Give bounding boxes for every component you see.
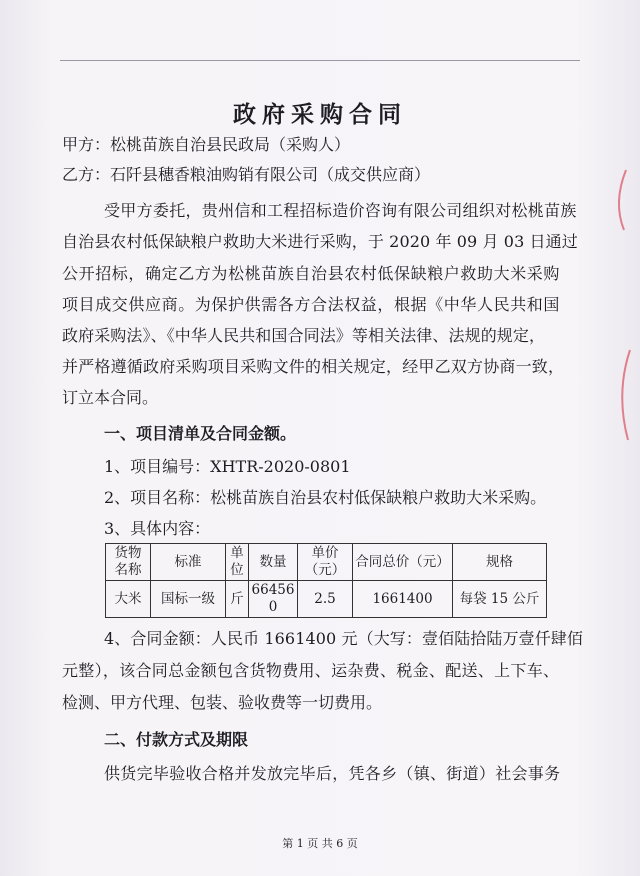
contract-amount-line: 检测、甲方代理、包装、验收费等一切费用。: [62, 693, 383, 712]
table-row: [106, 581, 547, 618]
intro-line: 并严格遵循政府采购项目采购文件的相关规定，经甲乙双方协商一致，: [62, 357, 565, 376]
section-heading-2: 二、付款方式及期限: [104, 730, 249, 749]
cell-total: 1661400: [353, 581, 453, 618]
page-footer: 第 1 页 共 6 页: [282, 837, 358, 850]
header-unit-price: 单价（元）: [298, 544, 353, 581]
party-b: 乙方：石阡县穗香粮油购销有限公司（成交供应商）: [62, 165, 431, 184]
cell-quantity: 664560: [249, 581, 298, 618]
header-rule: [60, 60, 580, 61]
contract-amount-line: 4、合同金额：人民币 1661400 元（大写：壹佰陆拾陆万壹仟肆佰: [104, 629, 584, 648]
intro-line: 订立本合同。: [62, 388, 159, 407]
item-table: [105, 543, 547, 618]
party-a: 甲方：松桃苗族自治县民政局（采购人）: [62, 135, 351, 154]
intro-line: 自治县农村低保缺粮户救助大米进行采购，于 2020 年 09 月 03 日通过: [62, 232, 578, 251]
header-standard: 标准: [151, 544, 226, 581]
details-label: 3、具体内容：: [104, 519, 211, 538]
cell-spec: 每袋 15 公斤: [453, 581, 547, 618]
intro-line: 公开招标，确定乙方为松桃苗族自治县农村低保缺粮户救助大米采购: [62, 264, 561, 283]
section-heading-1: 一、项目清单及合同金额。: [104, 424, 297, 443]
project-name: 2、项目名称：松桃苗族自治县农村低保缺粮户救助大米采购。: [104, 488, 547, 507]
header-spec: 规格: [453, 544, 547, 581]
document-title: 政府采购合同: [233, 101, 407, 128]
table-header-row: [106, 544, 547, 581]
header-total: 合同总价（元）: [353, 544, 453, 581]
header-quantity: 数量: [249, 544, 298, 581]
cell-goods: 大米: [106, 581, 151, 618]
cell-unit-price: 2.5: [298, 581, 353, 618]
seal-mark: [606, 150, 640, 450]
intro-line: 受甲方委托，贵州信和工程招标造价咨询有限公司组织对松桃苗族: [104, 201, 577, 220]
header-goods: 货物名称: [106, 544, 151, 581]
header-unit: 单位: [226, 544, 249, 581]
cell-unit: 斤: [226, 581, 249, 618]
intro-line: 项目成交供应商。为保护供需各方合法权益，根据《中华人民共和国: [62, 295, 561, 314]
payment-line: 供货完毕验收合格并发放完毕后，凭各乡（镇、街道）社会事务: [104, 764, 561, 783]
project-number: 1、项目编号：XHTR-2020-0801: [104, 457, 351, 476]
cell-standard: 国标一级: [151, 581, 226, 618]
intro-line: 政府采购法》、《中华人民共和国合同法》等相关法律、法规的规定，: [62, 326, 546, 345]
contract-amount-line: 元整），该合同总金额包含货物费用、运杂费、税金、配送、上下车、: [62, 661, 560, 680]
